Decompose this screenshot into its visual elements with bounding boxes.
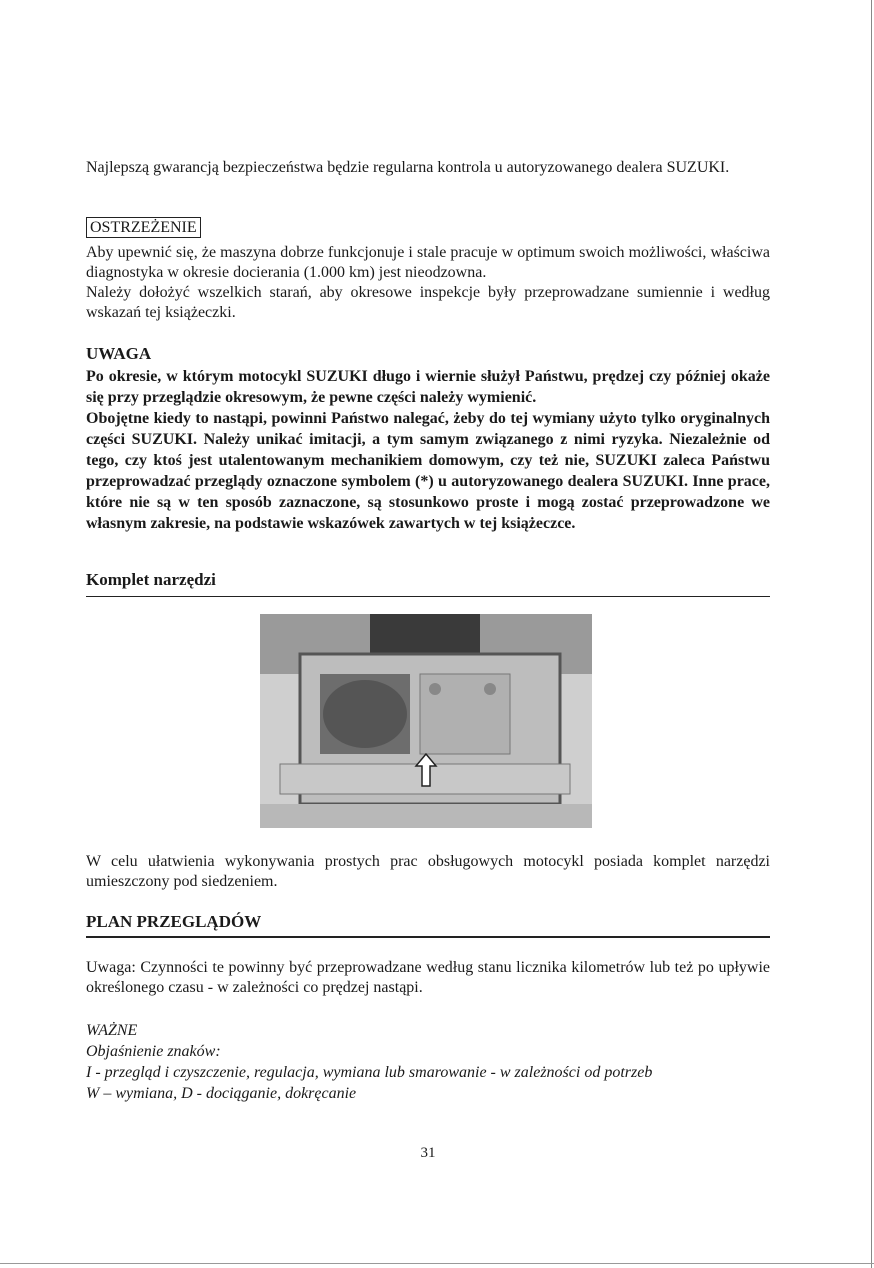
plan-text: Uwaga: Czynności te powinny być przeprowadzane według stanu licznika kilometrów lub też po upływie określonego czasu - w zależności co prędzej nastąpi. [86, 959, 770, 996]
important-line-1: I - przegląd i czyszczenie, regulacja, wymiana lub smarowanie - w zależności od potrzeb [86, 1064, 653, 1081]
important-subtitle: Objaśnienie znaków: [86, 1043, 221, 1060]
tools-section-title: Komplet narzędzi [86, 570, 216, 589]
page-number: 31 [420, 1145, 436, 1161]
page-edge-bottom [0, 1263, 874, 1264]
note-title: UWAGA [86, 344, 152, 363]
important-line-2: W – wymiana, D - dociąganie, dokręcanie [86, 1085, 357, 1102]
important-section [86, 1020, 770, 1104]
important-title: WAŻNE [86, 1022, 138, 1039]
tool-kit-photo-illustration [260, 614, 592, 828]
warning-label-box: OSTRZEŻENIE [86, 217, 201, 238]
warning-text [86, 243, 770, 323]
note-paragraph-2: Obojętne kiedy to nastąpi, powinni Państwo nalegać, żeby do tej wymiany użyto tylko oryginalnych części SUZUKI. Należy unikać imitacji, a tym samym związanego z nimi ryzyka. Niezależnie od tego, czy ktoś jest utalentowanym mechanikiem domowym, czy też nie, SUZUKI zaleca Państwu przeprowadzać przeglądy oznaczone symbolem (*) u autoryzowanego dealera SUZUKI. Inne prace, które nie są w ten sposób zaznaczone, są stosunkowo proste i mogą zostać przeprowadzone we własnym zakresie, na podstawie wskazówek zawartych w tej książeczce. [86, 410, 770, 532]
note-paragraph-1: Po okresie, w którym motocykl SUZUKI długo i wiernie służył Państwu, prędzej czy później okaże się przy przeglądzie okresowym, że pewne części należy wymienić. [86, 368, 770, 406]
warning-paragraph-1: Aby upewnić się, że maszyna dobrze funkcjonuje i stale pracuje w optimum swoich możliwości, właściwa diagnostyka w okresie docierania (1.000 km) jest nieodzowna. [86, 244, 770, 281]
tool-kit-photo [260, 614, 592, 828]
plan-section-rule [86, 936, 770, 938]
intro-paragraph: Najlepszą gwarancją bezpieczeństwa będzie regularna kontrola u autoryzowanego dealera SUZUKI. [86, 159, 730, 176]
plan-section-title: PLAN PRZEGLĄDÓW [86, 912, 262, 931]
page-edge-right [871, 0, 872, 1268]
tools-text: W celu ułatwienia wykonywania prostych prac obsługowych motocykl posiada komplet narzędzi umieszczony pod siedzeniem. [86, 853, 770, 890]
note-text [86, 366, 770, 534]
tools-section-rule [86, 596, 770, 597]
warning-paragraph-2: Należy dołożyć wszelkich starań, aby okresowe inspekcje były przeprowadzane sumiennie i według wskazań tej książeczki. [86, 284, 770, 321]
